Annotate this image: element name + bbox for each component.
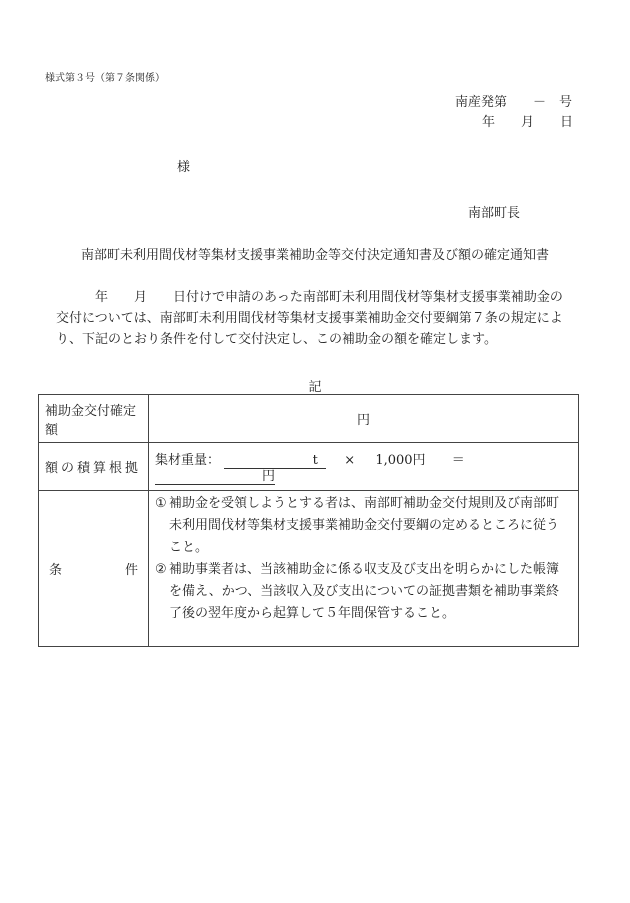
document-number: 南産発第 － 号	[455, 95, 573, 110]
document-date: 年 月 日	[482, 115, 574, 130]
result-blank	[155, 469, 275, 485]
condition-item	[155, 493, 572, 559]
document-title: 南部町未利用間伐材等集材支援事業補助金等交付決定通知書及び額の確定通知書	[80, 248, 549, 263]
condition-text	[169, 559, 572, 625]
form-number: 様式第３号（第７条関係）	[45, 73, 165, 84]
weight-prefix: 集材重量：	[155, 452, 221, 468]
unit-rate: 1,000円	[375, 452, 426, 468]
body-line: 年 月 日付けで申請のあった南部町未利用間伐材等集材支援事業補助金の	[56, 290, 563, 305]
condition-item	[155, 559, 572, 625]
body-line: 交付については、南部町未利用間伐材等集材支援事業補助金交付要綱第７条の規定によ	[56, 311, 563, 326]
conditions-label-cell	[39, 491, 149, 647]
recipient-honorific: 様	[177, 160, 191, 175]
condition-line: 了後の翌年度から起算して５年間保管すること。	[169, 606, 456, 621]
calc-basis-cell	[149, 443, 579, 491]
condition-line: を備え、かつ、当該収入及び支出についての証拠書類を補助事業終	[169, 584, 560, 599]
condition-line: こと。	[169, 540, 209, 555]
conditions-label-left: 条	[49, 563, 63, 578]
grant-amount-unit: 円	[356, 413, 370, 428]
calc-basis-label: 額の積算根拠	[45, 461, 142, 476]
calc-basis-label-cell	[39, 443, 149, 491]
conditions-label	[39, 559, 148, 578]
condition-line: 未利用間伐材等集材支援事業補助金交付要綱の定めるところに従う	[169, 518, 560, 533]
condition-number: ②	[155, 562, 167, 577]
condition-number: ①	[155, 496, 167, 511]
body-paragraph	[56, 287, 586, 350]
grant-amount-cell	[149, 395, 579, 443]
condition-text	[169, 493, 572, 559]
condition-line: 補助金を受領しようとする者は、南部町補助金交付規則及び南部町	[169, 496, 560, 511]
conditions-label-right: 件	[124, 563, 138, 578]
table-row	[39, 491, 579, 647]
ki-heading: 記	[308, 380, 322, 395]
table-row	[39, 395, 579, 443]
grant-amount-label-cell	[39, 395, 149, 443]
weight-blank	[224, 453, 326, 469]
body-line: り、下記のとおり条件を付して交付決定し、この補助金の額を確定します。	[56, 332, 497, 347]
conditions-cell	[149, 491, 579, 647]
table-row	[39, 443, 579, 491]
condition-line: 補助事業者は、当該補助金に係る収支及び支出を明らかにした帳簿	[169, 562, 560, 577]
sender-name: 南部町長	[468, 206, 521, 221]
weight-unit: t	[312, 452, 318, 468]
result-unit: 円	[261, 468, 275, 484]
notice-table	[38, 394, 579, 647]
equals-sign: ＝	[451, 452, 465, 468]
multiply-sign: ×	[344, 452, 356, 468]
grant-amount-label: 補助金交付確定額	[45, 403, 137, 438]
